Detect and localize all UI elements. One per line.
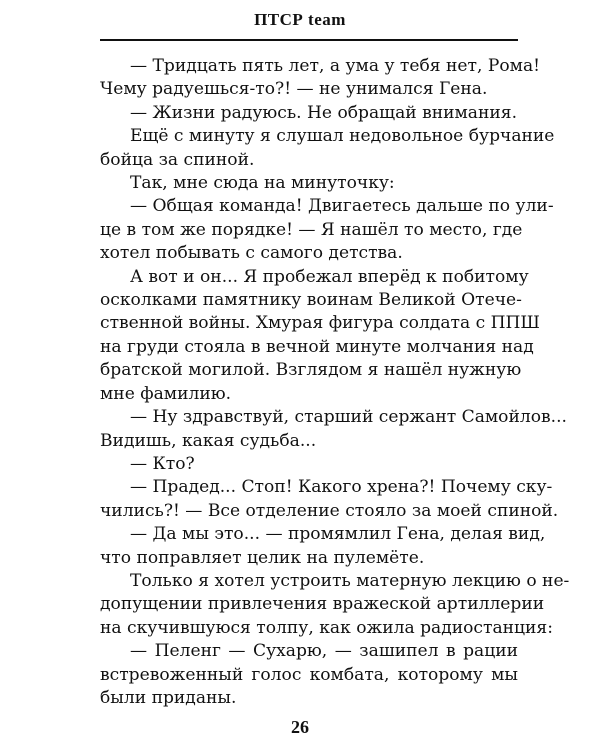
text-line: Ещё с минуту я слушал недовольное бурчание (130, 126, 555, 147)
text-line: — Общая команда! Двигаетесь дальше по ули- (130, 196, 554, 217)
text-line: Видишь, какая судьба... (100, 430, 317, 451)
text-line: — Жизни радуюсь. Не обращай внимания. (130, 102, 517, 123)
text-line: — Пеленг — Сухарю, — зашипел в рации (130, 641, 518, 662)
text-line: — Тридцать пять лет, а ума у тебя нет, Рома! (130, 56, 540, 76)
header-rule (100, 39, 518, 41)
text-line: мне фамилию. (100, 383, 232, 404)
text-line: бойца за спиной. (100, 149, 255, 170)
text-line: осколками памятнику воинам Великой Отече- (100, 290, 522, 311)
text-line: на груди стояла в вечной минуте молчания над (100, 336, 534, 357)
text-line: хотел побывать с самого детства. (100, 243, 403, 264)
text-line: — Ну здравствуй, старший сержант Самойлов... (130, 407, 567, 428)
text-line: це в том же порядке! — Я нашёл то место, где (100, 219, 523, 240)
text-line: ственной войны. Хмурая фигура солдата с ППШ (100, 313, 540, 334)
page-number: 26 (291, 717, 309, 737)
text-line: что поправляет целик на пулемёте. (100, 547, 425, 568)
text-line: встревоженный голос комбата, которому мы (100, 664, 518, 685)
text-line: Только я хотел устроить матерную лекцию о не- (130, 570, 570, 591)
text-line: Чему радуешься-то?! — не унимался Гена. (100, 79, 488, 100)
text-line: — Кто? (130, 453, 195, 474)
text-line: братской могилой. Взглядом я нашёл нужную (100, 360, 522, 381)
text-line: — Да мы это... — промямлил Гена, делая вид, (130, 524, 546, 545)
text-line: Так, мне сюда на минуточку: (130, 173, 395, 194)
text-line: на скучившуюся толпу, как ожила радиостанция: (100, 617, 553, 638)
running-header: ПТСР team (254, 10, 346, 29)
text-line: А вот и он... Я пробежал вперёд к побитому (130, 266, 529, 287)
body-text (100, 55, 570, 710)
text-line: допущении привлечения вражеской артиллерии (100, 594, 545, 615)
text-line: чились?! — Все отделение стояло за моей спиной. (100, 500, 559, 521)
text-line: были приданы. (100, 687, 237, 708)
text-line: — Прадед... Стоп! Какого хрена?! Почему ску- (130, 477, 553, 498)
